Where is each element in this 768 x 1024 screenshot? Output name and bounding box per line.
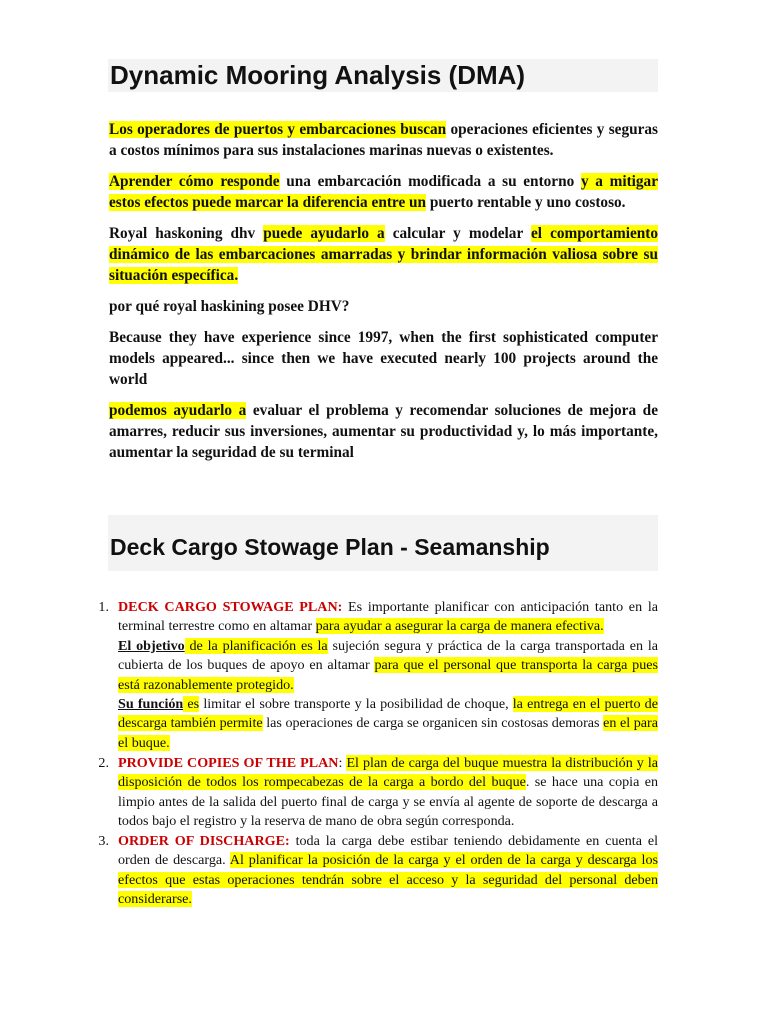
text-run: toda la carga debe estibar teniendo debidamente en cuenta el orden de descarga. xyxy=(118,833,658,869)
highlighted-text: la entrega en el puerto de descarga también permite xyxy=(118,696,658,732)
dma-body xyxy=(109,119,658,473)
text-run: sujeción segura y práctica de la carga transportada en la cubierta de los buques de apoyo en altamar xyxy=(118,637,658,674)
list-item xyxy=(90,598,658,753)
list-item xyxy=(90,754,658,832)
text-run: evaluar el problema y recomendar soluciones de mejora de amarres, reducir sus inversiones, aumentar su productividad y, lo más importante, aumentar la seguridad de su terminal xyxy=(109,402,658,461)
paragraph xyxy=(109,400,658,463)
list-number: 1. xyxy=(98,599,109,615)
highlighted-text: en el para el buque. xyxy=(118,715,658,751)
paragraph: por qué royal haskining posee DHV? xyxy=(109,298,350,315)
highlighted-text: de la planificación es la xyxy=(184,637,328,654)
item-lead: DECK CARGO STOWAGE PLAN: xyxy=(118,599,343,615)
text-run: calcular y modelar xyxy=(384,225,532,242)
paragraph xyxy=(109,171,658,213)
list-item xyxy=(90,832,658,910)
highlighted-text: puede ayudarlo a xyxy=(263,225,385,242)
highlighted-text: podemos ayudarlo a xyxy=(109,402,247,419)
text-run: Es importante planificar con anticipación tanto en la terminal terrestre como en altamar xyxy=(118,599,658,635)
highlighted-text: El plan de carga del buque muestra la distribución y la disposición de todos los rompecabezas de la carga a bordo del buque xyxy=(118,754,659,791)
text-run: las operaciones de carga se organicen sin costosas demoras xyxy=(262,715,604,732)
text-run: una embarcación modificada a su entorno xyxy=(279,173,581,190)
highlighted-text: es xyxy=(183,696,200,713)
highlighted-text: y a mitigar estos efectos puede marcar la diferencia entre un xyxy=(109,173,658,211)
section-title-deck-cargo: Deck Cargo Stowage Plan - Seamanship xyxy=(108,515,658,571)
underlined-label: El objetivo xyxy=(118,637,185,654)
highlighted-text: Al planificar la posición de la carga y el orden de la carga y descarga los efectos que estas operaciones tendrán sobre el acceso y la seguridad del personal deben considerarse. xyxy=(118,852,658,908)
text-run: operaciones eficientes y seguras a costos mínimos para sus instalaciones marinas nuevas o existentes. xyxy=(109,121,658,159)
section-title-dma: Dynamic Mooring Analysis (DMA) xyxy=(108,59,658,92)
item-lead: PROVIDE COPIES OF THE PLAN xyxy=(118,754,339,771)
highlighted-text: Aprender cómo responde xyxy=(109,173,280,190)
text-run: . se hace una copia en limpio antes de la salida del puerto final de carga y se envía al agente de soporte de descarga a todos bajo el registro y la reserva de mano de obra según corresponda. xyxy=(118,774,659,830)
paragraph xyxy=(109,223,658,286)
text-run: puerto rentable y uno costoso. xyxy=(426,194,626,211)
item-lead: ORDER OF DISCHARGE: xyxy=(118,833,290,850)
deck-cargo-body xyxy=(90,598,658,910)
highlighted-text: para ayudar a asegurar la carga de manera efectiva. xyxy=(315,618,604,635)
numbered-list xyxy=(90,598,658,910)
paragraph xyxy=(109,119,658,161)
highlighted-text: Los operadores de puertos y embarcaciones buscan xyxy=(109,121,447,138)
underlined-label: Su función xyxy=(118,696,184,713)
highlighted-text: para que el personal que transporta la carga pues está razonablemente protegido. xyxy=(118,657,658,693)
paragraph: Because they have experience since 1997, when the first sophisticated computer models appeared... since then we have executed nearly 100 projects around the world xyxy=(109,329,658,388)
list-number: 2. xyxy=(98,754,109,771)
list-number: 3. xyxy=(98,833,109,850)
text-run: Royal haskoning dhv xyxy=(109,225,264,242)
text-run: : xyxy=(338,754,347,771)
text-run: limitar el sobre transporte y la posibilidad de choque, xyxy=(199,696,513,713)
highlighted-text: el comportamiento dinámico de las embarcaciones amarradas y brindar información valiosa sobre su situación específica. xyxy=(109,225,658,284)
